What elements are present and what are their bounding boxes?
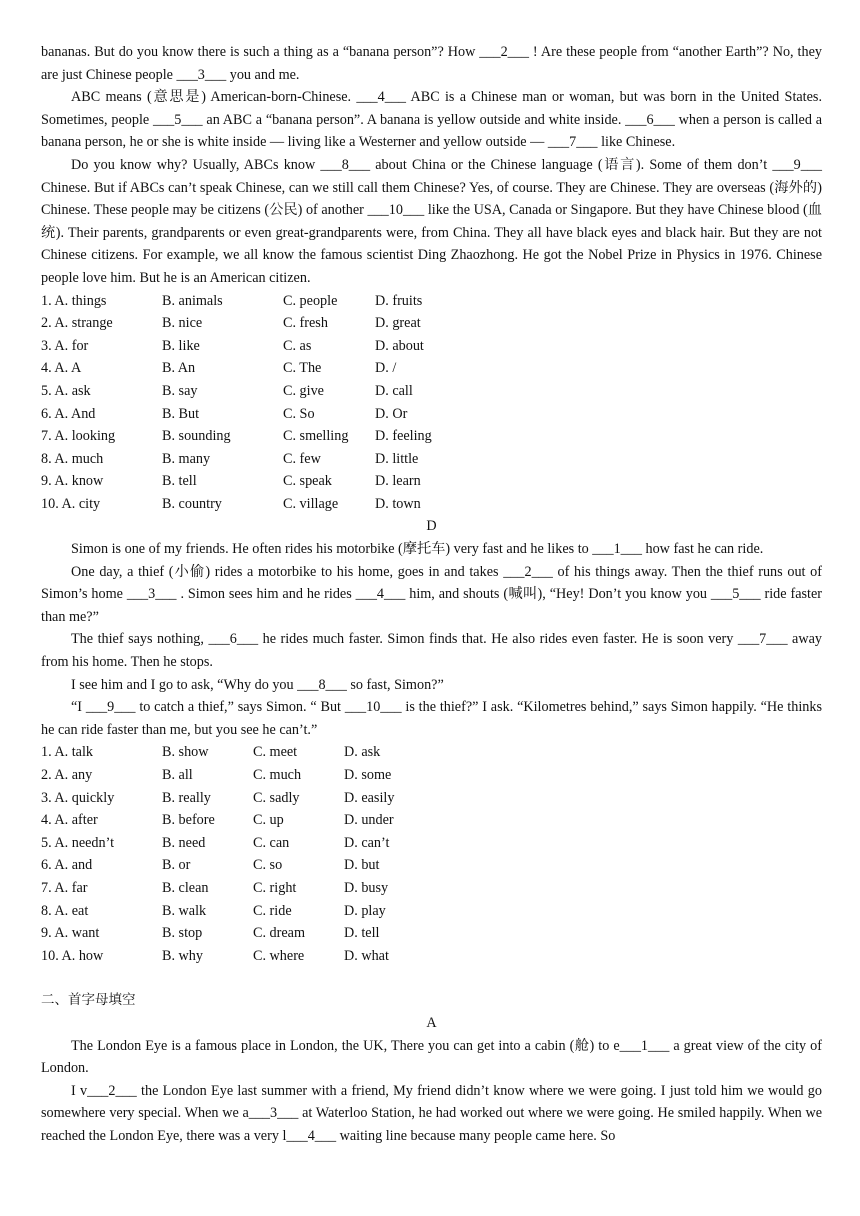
- option-b: B. country: [162, 495, 222, 512]
- option-a: 10. A. how: [41, 947, 104, 964]
- option-d: D. about: [375, 337, 424, 354]
- option-row: [41, 335, 822, 358]
- option-d: D. learn: [375, 473, 421, 490]
- option-d: D. /: [375, 360, 397, 377]
- option-b: B. really: [162, 789, 211, 806]
- option-d: D. easily: [344, 789, 395, 806]
- option-d: D. what: [344, 947, 389, 964]
- option-b: B. nice: [162, 315, 203, 332]
- option-b: B. like: [162, 337, 200, 354]
- option-c: C. can: [253, 834, 290, 851]
- option-a: 4. A. A: [41, 360, 82, 377]
- option-a: 8. A. eat: [41, 902, 89, 919]
- option-c: C. give: [283, 382, 324, 399]
- option-b: B. before: [162, 812, 215, 829]
- option-c: C. fresh: [283, 315, 328, 332]
- option-c: C. meet: [253, 744, 298, 761]
- option-row: [41, 854, 822, 877]
- option-b: B. But: [162, 405, 200, 422]
- option-a: 7. A. looking: [41, 428, 116, 445]
- section-2-paragraph-2: I v___2___ the London Eye last summer with a friend, My friend didn’t know where we were going. I just told him we would go somewhere very special. When we a___3___ at Waterloo Station, he had worked out where we were going. He smiled happily. When we reached the London Eye, there was a very l___4___ waiting line because many people came here. So: [41, 1082, 822, 1144]
- option-c: C. smelling: [283, 428, 349, 445]
- option-row: [41, 403, 822, 426]
- option-a: 3. A. quickly: [41, 789, 115, 806]
- option-row: [41, 312, 822, 335]
- option-d: D. fruits: [375, 292, 423, 309]
- option-d: D. feeling: [375, 428, 432, 445]
- option-b: B. why: [162, 947, 203, 964]
- passage-d-paragraph-5: “I ___9___ to catch a thief,” says Simon. “ But ___10___ is the thief?” I ask. “Kilometres behind,” says Simon happily. “He thinks he can ride faster than me, but you see he can’t.”: [41, 699, 822, 738]
- option-a: 6. A. and: [41, 857, 93, 874]
- passage-d-paragraph-4: I see him and I go to ask, “Why do you ___8___ so fast, Simon?”: [71, 676, 444, 693]
- option-row: [41, 357, 822, 380]
- option-c: C. So: [283, 405, 315, 422]
- option-c: C. so: [253, 857, 283, 874]
- option-row: [41, 922, 822, 945]
- option-a: 7. A. far: [41, 879, 88, 896]
- option-d: D. little: [375, 450, 419, 467]
- option-b: B. or: [162, 857, 191, 874]
- option-c: C. speak: [283, 473, 332, 490]
- passage-d-paragraph-2: One day, a thief (小偷) rides a motorbike to his home, goes in and takes ___2___ of his things away. Then the thief runs out of Simon’s home ___3___ . Simon sees him and he rides ___4___ him, and shouts (喊叫), “Hey! Don’t you know you ___5___ ride faster than me?”: [41, 563, 822, 625]
- passage-d-options: [41, 741, 822, 967]
- option-d: D. some: [344, 767, 392, 783]
- option-a: 9. A. know: [41, 473, 104, 490]
- option-row: [41, 877, 822, 900]
- option-d: D. play: [344, 902, 386, 919]
- option-d: D. ask: [344, 744, 381, 761]
- option-row: [41, 493, 822, 516]
- option-d: D. can’t: [344, 834, 390, 851]
- option-c: C. as: [283, 337, 312, 354]
- section-2-paragraph-1: The London Eye is a famous place in London, the UK, There you can get into a cabin (舱) to e___1___ a great view of the city of London.: [41, 1037, 822, 1077]
- option-a: 5. A. needn’t: [41, 834, 115, 851]
- option-row: [41, 787, 822, 810]
- option-c: C. dream: [253, 925, 306, 942]
- option-b: B. many: [162, 450, 211, 467]
- option-d: D. busy: [344, 879, 389, 896]
- option-a: 8. A. much: [41, 450, 104, 467]
- option-c: C. ride: [253, 902, 292, 919]
- option-a: 3. A. for: [41, 337, 89, 354]
- option-c: C. people: [283, 292, 338, 309]
- option-a: 1. A. things: [41, 292, 107, 309]
- option-d: D. but: [344, 857, 380, 874]
- option-b: B. clean: [162, 879, 209, 896]
- option-row: [41, 741, 822, 764]
- option-b: B. sounding: [162, 428, 231, 445]
- option-c: C. few: [283, 450, 321, 467]
- option-b: B. all: [162, 767, 193, 783]
- option-c: C. much: [253, 767, 302, 783]
- passage-c-options: [41, 290, 822, 516]
- option-row: [41, 425, 822, 448]
- option-row: [41, 290, 822, 313]
- option-row: [41, 832, 822, 855]
- option-row: [41, 945, 822, 968]
- section-2-heading: A: [426, 1014, 437, 1031]
- option-d: D. Or: [375, 405, 408, 422]
- option-row: [41, 470, 822, 493]
- option-a: 10. A. city: [41, 495, 101, 512]
- option-c: C. The: [283, 360, 322, 377]
- option-row: [41, 764, 822, 787]
- option-row: [41, 448, 822, 471]
- option-a: 6. A. And: [41, 405, 96, 422]
- option-b: B. walk: [162, 902, 207, 919]
- passage-c-paragraph-3: Do you know why? Usually, ABCs know ___8___ about China or the Chinese language (语言). Some of them don’t ___9___ Chinese. But if ABCs can’t speak Chinese, can we still call them Chinese? Yes, of course. They are Chinese. They are overseas (海外的) Chinese. These people may be citizens (公民) of another ___10___ like the USA, Canada or Singapore. But they have Chinese blood (血统). Their parents, grandparents or even great-grandparents were, from China. They all have black eyes and black hair. But they are not Chinese citizens. For example, we all know the famous scientist Ding Zhaozhong. He got the Nobel Prize in Physics in 1976. Chinese people love him. But he is an American citizen.: [41, 156, 822, 286]
- option-d: D. call: [375, 382, 413, 399]
- document-content: [41, 41, 822, 1148]
- option-c: C. right: [253, 879, 297, 896]
- option-c: C. village: [283, 495, 339, 512]
- option-b: B. An: [162, 360, 196, 377]
- passage-d-heading: D: [426, 518, 437, 535]
- option-d: D. town: [375, 495, 421, 512]
- option-row: [41, 809, 822, 832]
- passage-c-paragraph-1: bananas. But do you know there is such a thing as a “banana person”? How ___2___ ! Are these people from “another Earth”? No, they are just Chinese people ___3___ you and me.: [41, 44, 822, 83]
- option-row: [41, 380, 822, 403]
- passage-d-paragraph-1: Simon is one of my friends. He often rides his motorbike (摩托车) very fast and he likes to ___1___ how fast he can ride.: [71, 541, 764, 558]
- option-a: 5. A. ask: [41, 382, 91, 399]
- option-a: 9. A. want: [41, 925, 100, 942]
- option-c: C. sadly: [253, 789, 300, 806]
- option-c: C. where: [253, 947, 305, 964]
- option-b: B. stop: [162, 925, 203, 942]
- option-b: B. show: [162, 744, 209, 761]
- passage-d-paragraph-3: The thief says nothing, ___6___ he rides much faster. Simon finds that. He also rides even faster. He is soon very ___7___ away from his home. Then he stops.: [41, 631, 822, 671]
- option-b: B. need: [162, 834, 206, 851]
- option-d: D. great: [375, 315, 421, 332]
- option-a: 4. A. after: [41, 812, 98, 829]
- option-a: 2. A. any: [41, 767, 93, 783]
- option-b: B. say: [162, 382, 198, 399]
- option-b: B. tell: [162, 473, 197, 490]
- option-a: 2. A. strange: [41, 315, 113, 332]
- option-d: D. tell: [344, 925, 380, 942]
- passage-c-paragraph-2: ABC means (意思是) American-born-Chinese. ___4___ ABC is a Chinese man or woman, but was born in the United States. Sometimes, people ___5___ an ABC a “banana person”. A banana is yellow outside and white inside. ___6___ when a person is called a banana person, he or she is white inside — living like a Westerner and yellow outside — ___7___ like Chinese.: [41, 89, 822, 151]
- option-c: C. up: [253, 812, 284, 829]
- option-a: 1. A. talk: [41, 744, 94, 761]
- option-row: [41, 900, 822, 923]
- option-d: D. under: [344, 812, 394, 829]
- option-b: B. animals: [162, 292, 223, 309]
- section-title: 二、首字母填空: [41, 992, 136, 1009]
